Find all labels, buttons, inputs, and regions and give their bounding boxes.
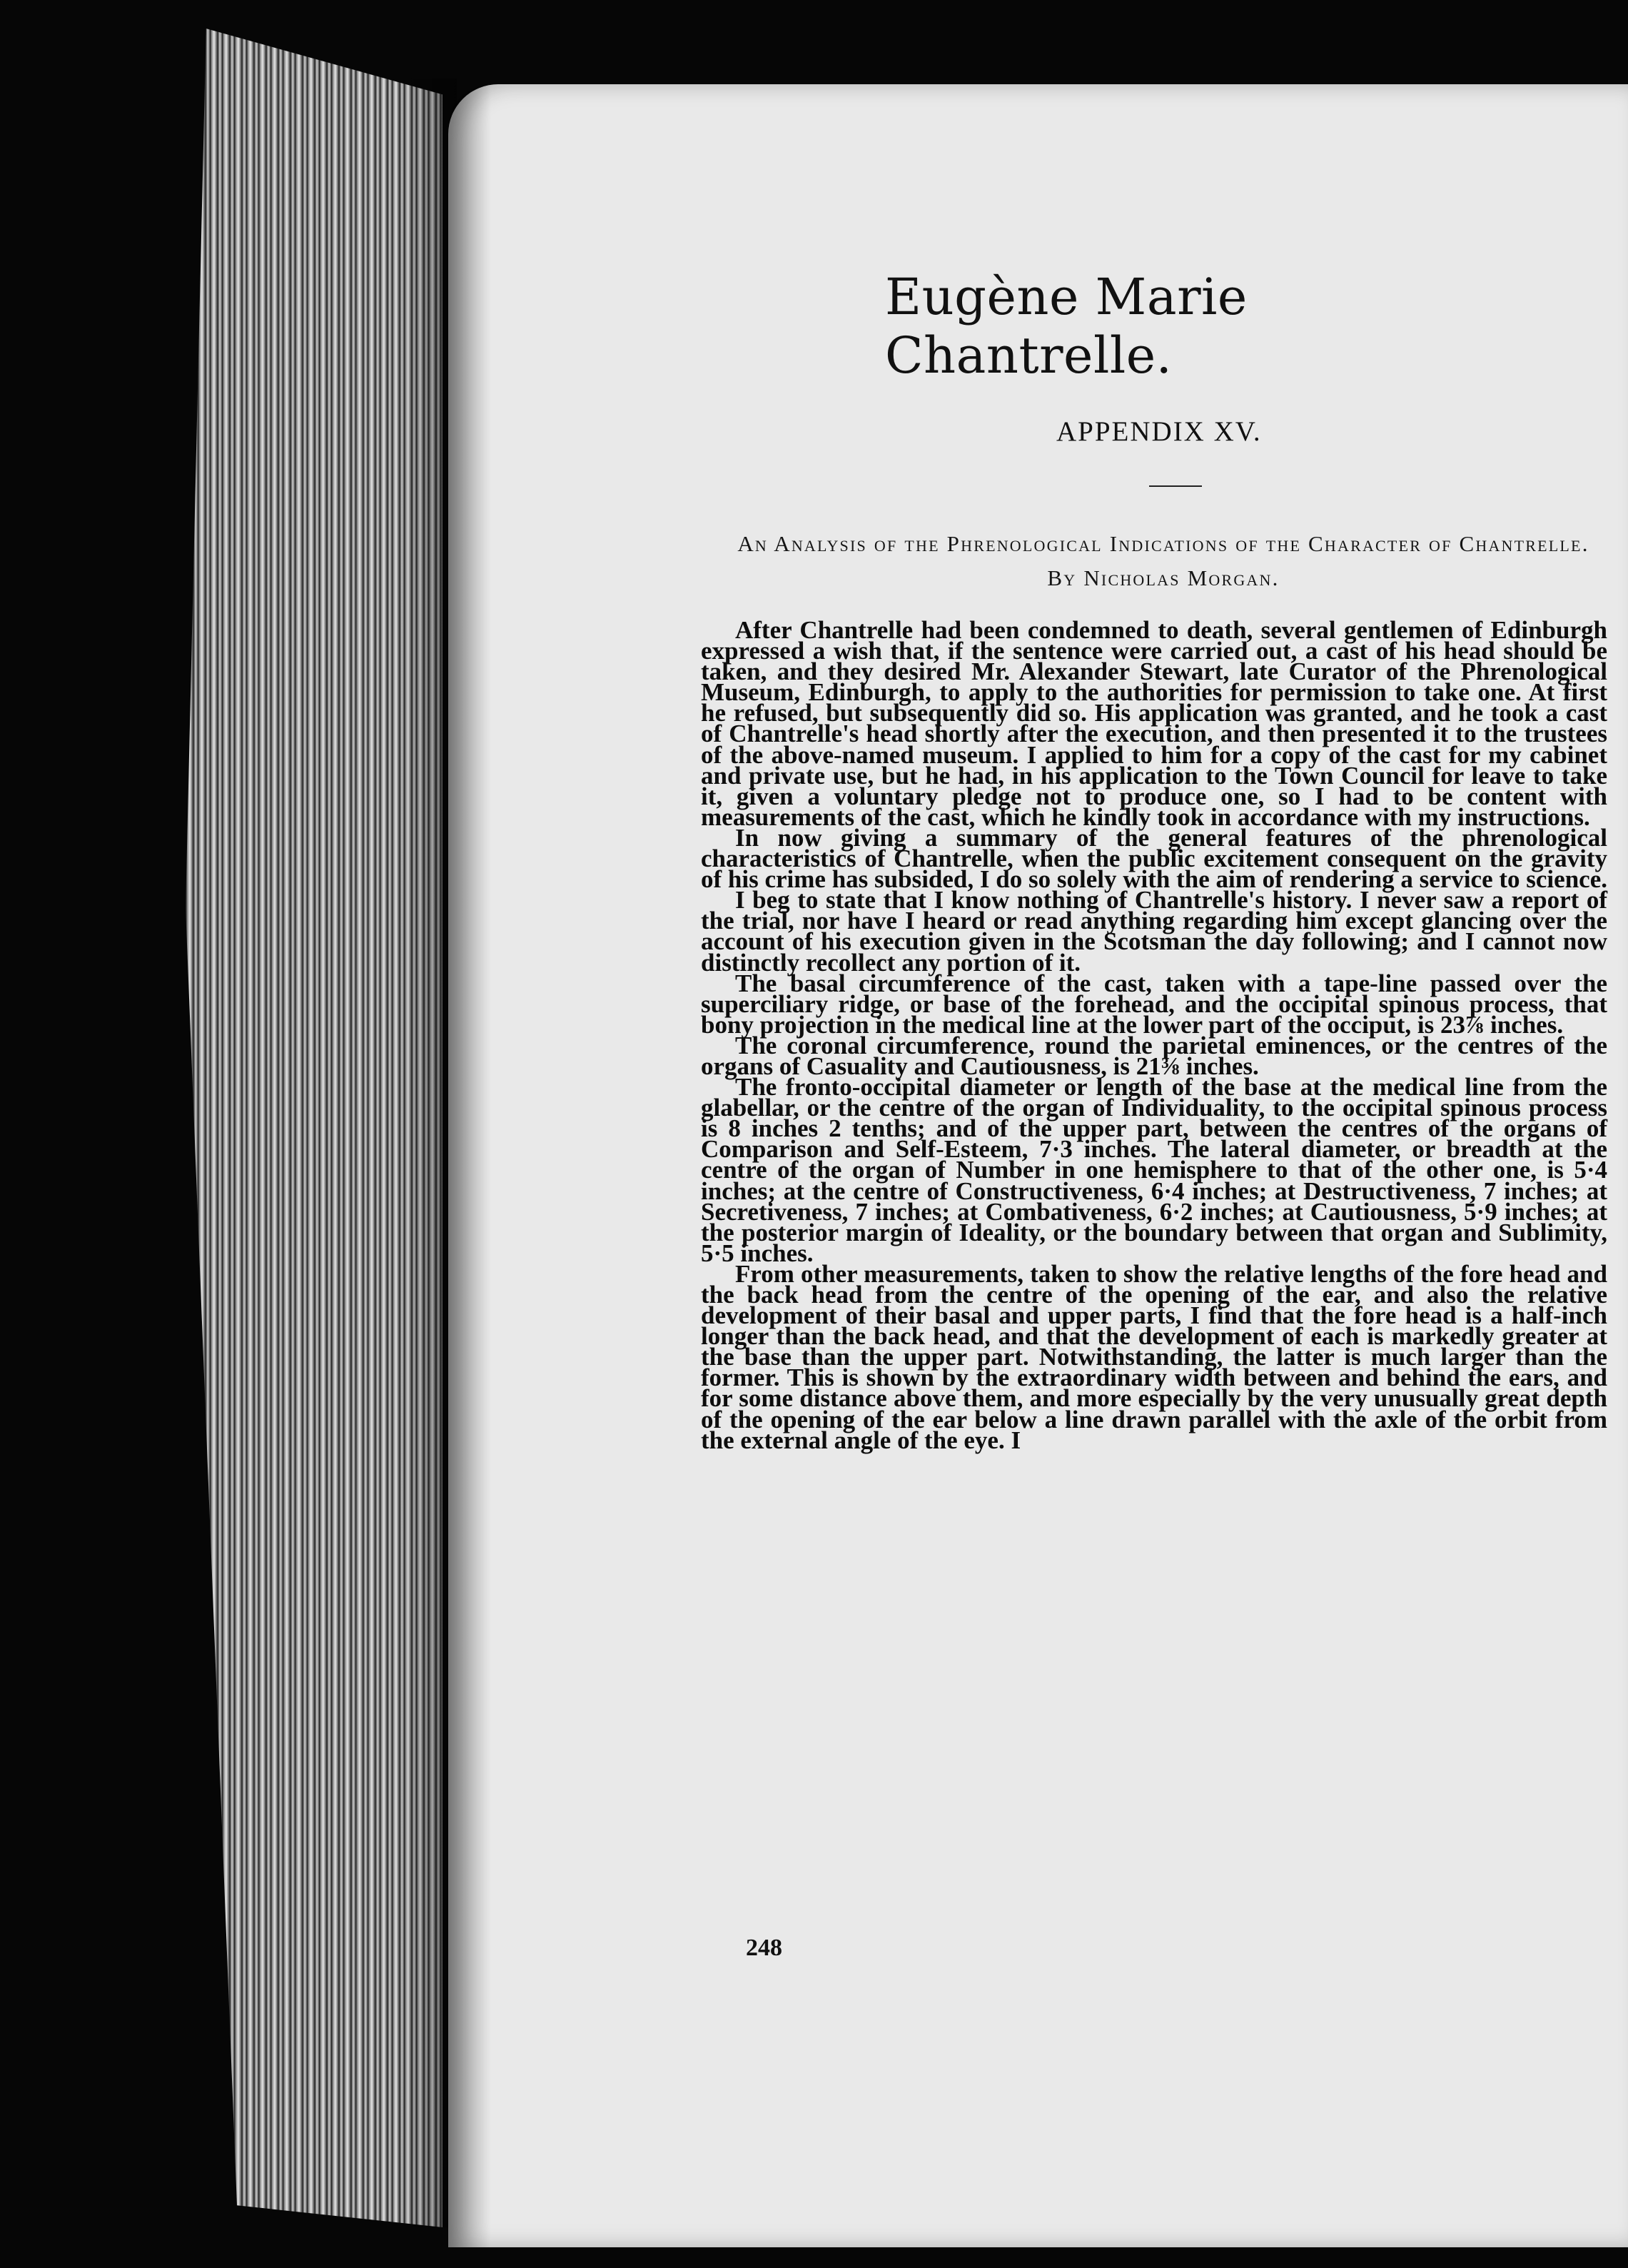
body-text [701, 616, 1607, 1454]
heading-divider [1149, 485, 1202, 487]
page-number: 248 [746, 1935, 782, 1961]
page-title: Eugène Marie Chantrelle. [885, 268, 1248, 385]
gutter-shadow [448, 84, 491, 2247]
section-subtitle: An Analysis of the Phrenological Indications of the Character of Chantrelle. By Nicholas Morgan. [737, 531, 1589, 590]
paragraph: From other measurements, taken to show the relative lengths of the fore head and the back head from the centre of the opening of the ear, and also the relative development of their basal and upper parts, I find that the fore head is a half-inch longer than the back head, and that the development of each is markedly greater at the base than the upper part. Notwithstanding, the latter is much larger than the former. This is shown by the extraordinary width between and behind the ears, and for some distance above them, and more especially by the very unusually great depth of the opening of the ear below a line drawn parallel with the axle of the orbit from the external angle of the eye. I [701, 1259, 1607, 1454]
appendix-heading: APPENDIX XV. [1056, 416, 1262, 447]
paragraph: I beg to state that I know nothing of Chantrelle's history. I never saw a report of the trial, nor have I heard or read anything regarding him except glancing over the account of his execution given in the Scotsman the day following; and I cannot now distinctly recollect any portion of it. [701, 886, 1607, 977]
paragraph: In now giving a summary of the general features of the phrenological characteristics of Chantrelle, when the public excitement consequent on the gravity of his crime has subsided, I do so solely with the aim of rendering a service to science. [701, 823, 1607, 894]
paragraph: The coronal circumference, round the parietal eminences, or the centres of the organs of Casuality and Cautiousness, is 21⅜ inches. [701, 1031, 1607, 1080]
paragraph: The fronto-occipital diameter or length of the base at the medical line from the glabellar, or the centre of the organ of Individuality, to the occipital spinous process is 8 inches 2 tenths; and of the upper part, between the centres of the organs of Comparison and Self-Esteem, 7·3 inches. The lateral diameter, or breadth at the centre of the organ of Number in one hemisphere to that of the other one, is 5·4 inches; at the centre of Constructiveness, 6·4 inches; at Destructiveness, 7 inches; at Secretiveness, 7 inches; at Combativeness, 6·2 inches; at Cautiousness, 5·9 inches; at the posterior margin of Ideality, or the boundary between that organ and Sublimity, 5·5 inches. [701, 1073, 1607, 1267]
paragraph: The basal circumference of the cast, taken with a tape-line passed over the superciliary ridge, or base of the forehead, and the occipital spinous process, that bony projection in the medical line at the lower part of the occiput, is 23⅞ inches. [701, 969, 1607, 1039]
paragraph: After Chantrelle had been condemned to death, several gentlemen of Edinburgh expressed a wish that, if the sentence were carried out, a cast of his head should be taken, and they desired Mr. Alexander Stewart, late Curator of the Phrenological Museum, Edinburgh, to apply to the authorities for permission to take one. At first he refused, but subsequently did so. His application was granted, and he took a cast of Chantrelle's head shortly after the execution, and then presented it to the trustees of the above-named museum. I applied to him for a copy of the cast for my cabinet and private use, but he had, in his application to the Town Council for leave to take it, given a voluntary pledge not to produce one, so I had to be content with measurements of the cast, which he kindly took in accordance with my instructions. [701, 616, 1607, 831]
